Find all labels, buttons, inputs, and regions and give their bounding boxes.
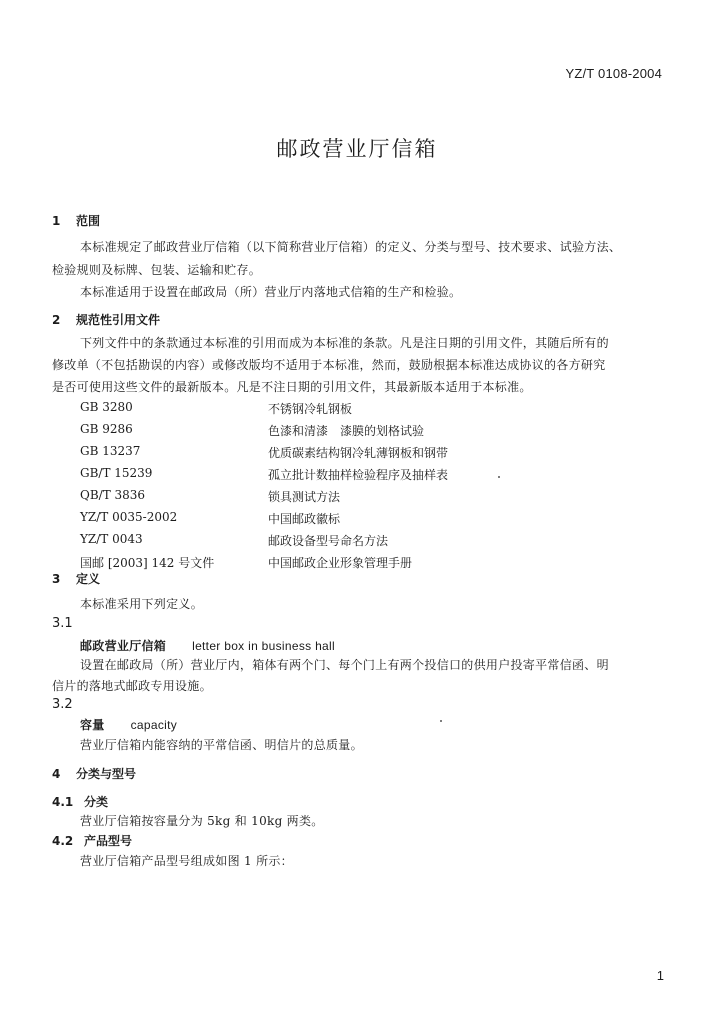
definition: 设置在邮政局（所）营业厅内，箱体有两个门、每个门上有两个投信口的供用户投寄平常信函、明 <box>80 658 609 672</box>
reference-code: GB 3280 <box>80 400 133 414</box>
document-code: YZ/T 0108-2004 <box>565 66 662 81</box>
reference-name: 锁具测试方法 <box>268 490 341 504</box>
section-2-heading <box>52 311 160 328</box>
paragraph: 营业厅信箱按容量分为 5kg 和 10kg 两类。 <box>80 814 324 828</box>
reference-name: 中国邮政企业形象管理手册 <box>268 556 413 570</box>
reference-code: 国邮 [2003] 142 号文件 <box>80 556 215 570</box>
scan-speck <box>498 476 500 478</box>
reference-name: 不锈钢冷轧钢板 <box>268 402 353 416</box>
section-title: 分类与型号 <box>76 767 137 781</box>
section-number: 2 <box>52 313 61 327</box>
section-title: 产品型号 <box>84 834 133 848</box>
section-number: 3 <box>52 572 61 586</box>
section-1-heading <box>52 212 100 229</box>
paragraph: 营业厅信箱产品型号组成如图 1 所示： <box>80 854 293 868</box>
clause-number: 3.2 <box>52 697 73 712</box>
scan-speck <box>440 720 442 722</box>
term-line <box>80 716 177 733</box>
paragraph: 本标准采用下列定义。 <box>80 597 204 611</box>
reference-code: QB/T 3836 <box>80 488 146 502</box>
clause-number: 3.1 <box>52 616 73 631</box>
term-line <box>80 637 335 654</box>
section-title: 规范性引用文件 <box>76 313 161 327</box>
page-title: 邮政营业厅信箱 <box>276 137 438 161</box>
page-number: 1 <box>656 968 664 983</box>
section-number: 4.1 <box>52 795 74 809</box>
reference-code: GB 9286 <box>80 422 133 436</box>
section-title: 定义 <box>76 572 101 586</box>
reference-name: 孤立批计数抽样检验程序及抽样表 <box>268 468 449 482</box>
term-english: letter box in business hall <box>192 639 335 653</box>
reference-name: 优质碳素结构钢冷轧薄钢板和钢带 <box>268 446 449 460</box>
section-3-heading <box>52 570 100 587</box>
section-number: 1 <box>52 214 61 228</box>
paragraph: 本标准规定了邮政营业厅信箱（以下简称营业厅信箱）的定义、分类与型号、技术要求、试验方法、 <box>80 240 622 254</box>
paragraph: 本标准适用于设置在邮政局（所）营业厅内落地式信箱的生产和检验。 <box>80 285 462 299</box>
reference-name: 色漆和清漆 漆膜的划格试验 <box>268 424 425 438</box>
reference-code: GB 13237 <box>80 444 141 458</box>
paragraph: 检验规则及标牌、包装、运输和贮存。 <box>52 263 262 277</box>
section-title: 分类 <box>84 795 109 809</box>
section-number: 4.2 <box>52 834 74 848</box>
reference-code: GB/T 15239 <box>80 466 153 480</box>
paragraph: 是否可使用这些文件的最新版本。凡是不注日期的引用文件，其最新版本适用于本标准。 <box>52 380 532 394</box>
term-chinese: 容量 <box>80 718 105 732</box>
section-title: 范围 <box>76 214 101 228</box>
term-chinese: 邮政营业厅信箱 <box>80 639 167 653</box>
reference-code: YZ/T 0043 <box>80 532 143 546</box>
definition: 信片的落地式邮政专用设施。 <box>52 679 212 693</box>
reference-name: 中国邮政徽标 <box>268 512 341 526</box>
term-english: capacity <box>130 718 178 732</box>
section-4-heading <box>52 765 136 782</box>
subsection-4-1-heading <box>52 793 108 810</box>
paragraph: 修改单（不包括勘误的内容）或修改版均不适用于本标准，然而，鼓励根据本标准达成协议的各方研究 <box>52 358 606 372</box>
paragraph: 下列文件中的条款通过本标准的引用而成为本标准的条款。凡是注日期的引用文件，其随后所有的 <box>80 336 609 350</box>
subsection-4-2-heading <box>52 832 132 849</box>
section-number: 4 <box>52 767 61 781</box>
reference-code: YZ/T 0035-2002 <box>80 510 178 524</box>
reference-name: 邮政设备型号命名方法 <box>268 534 389 548</box>
definition: 营业厅信箱内能容纳的平常信函、明信片的总质量。 <box>80 738 363 752</box>
